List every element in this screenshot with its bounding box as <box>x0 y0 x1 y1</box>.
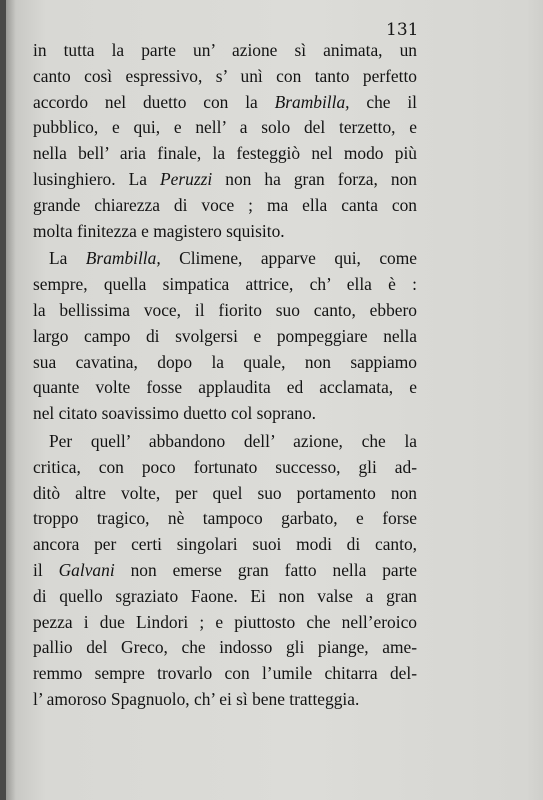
text-line: critica, con poco fortunato successo, gli ad- <box>33 456 417 477</box>
text-line: pubblico, e qui, e nell’ a solo del terzetto, e <box>33 117 417 138</box>
text-run: non ha gran forza, non <box>212 168 417 189</box>
text-line: in tutta la parte un’ azione sì animata, un <box>33 40 417 60</box>
text-run: che il <box>349 91 417 112</box>
text-line: molta finitezza e magistero squisito. <box>33 220 285 241</box>
text-line: sua cavatina, dopo la quale, non sappiamo <box>33 351 417 372</box>
text-line: sempre, quella simpatica attrice, ch’ ella è : <box>33 274 417 295</box>
page-number: 131 <box>386 20 419 40</box>
text-line <box>33 167 417 193</box>
text-run: lusinghiero. La <box>33 168 161 189</box>
text-line: pezza i due Lindori ; e piuttosto che nell’eroico <box>33 611 417 632</box>
text-run: il <box>33 559 59 580</box>
text-line: pallio del Greco, che indosso gli piange, ame- <box>33 637 417 658</box>
paragraph <box>33 429 417 713</box>
text-run: Climene, apparve qui, come <box>160 248 417 269</box>
body-text <box>33 38 417 713</box>
italic-name: Galvani <box>58 559 115 580</box>
italic-name: Brambilla, <box>274 91 350 112</box>
text-line: ancora per certi singolari suoi modi di canto, <box>33 534 417 555</box>
text-line <box>33 246 417 272</box>
text-run: accordo nel duetto con la <box>33 91 275 112</box>
text-line: remmo sempre trovarlo con l’umile chitarra del- <box>33 663 417 684</box>
text-line: la bellissima voce, il fiorito suo canto, ebbero <box>33 299 417 320</box>
text-line: l’ amoroso Spagnuolo, ch’ ei sì bene tratteggia. <box>33 688 360 709</box>
text-line: largo campo di svolgersi e pompeggiare nella <box>33 325 417 346</box>
text-line: di quello sgraziato Faone. Ei non valse a gran <box>33 585 417 606</box>
text-line <box>33 90 417 116</box>
text-line: grande chiarezza di voce ; ma ella canta con <box>33 194 417 215</box>
text-line: quante volte fosse applaudita ed acclamata, e <box>33 377 417 398</box>
book-page <box>6 0 543 800</box>
italic-name: Brambilla, <box>85 248 161 269</box>
paragraph <box>33 246 417 427</box>
text-line: canto così espressivo, s’ unì con tanto perfetto <box>33 65 417 86</box>
text-run: La <box>49 248 86 269</box>
paragraph <box>33 38 417 244</box>
text-line: Per quell’ abbandono dell’ azione, che la <box>49 430 417 451</box>
text-line: troppo tragico, nè tampoco garbato, e forse <box>33 508 417 529</box>
text-run: non emerse gran fatto nella parte <box>114 559 417 580</box>
text-line <box>33 558 417 584</box>
text-line: nella bell’ aria finale, la festeggiò nel modo più <box>33 143 417 164</box>
text-line: nel citato soavissimo duetto col soprano. <box>33 403 317 424</box>
italic-name: Peruzzi <box>160 168 213 189</box>
text-line: ditò altre volte, per quel suo portamento non <box>33 482 417 503</box>
